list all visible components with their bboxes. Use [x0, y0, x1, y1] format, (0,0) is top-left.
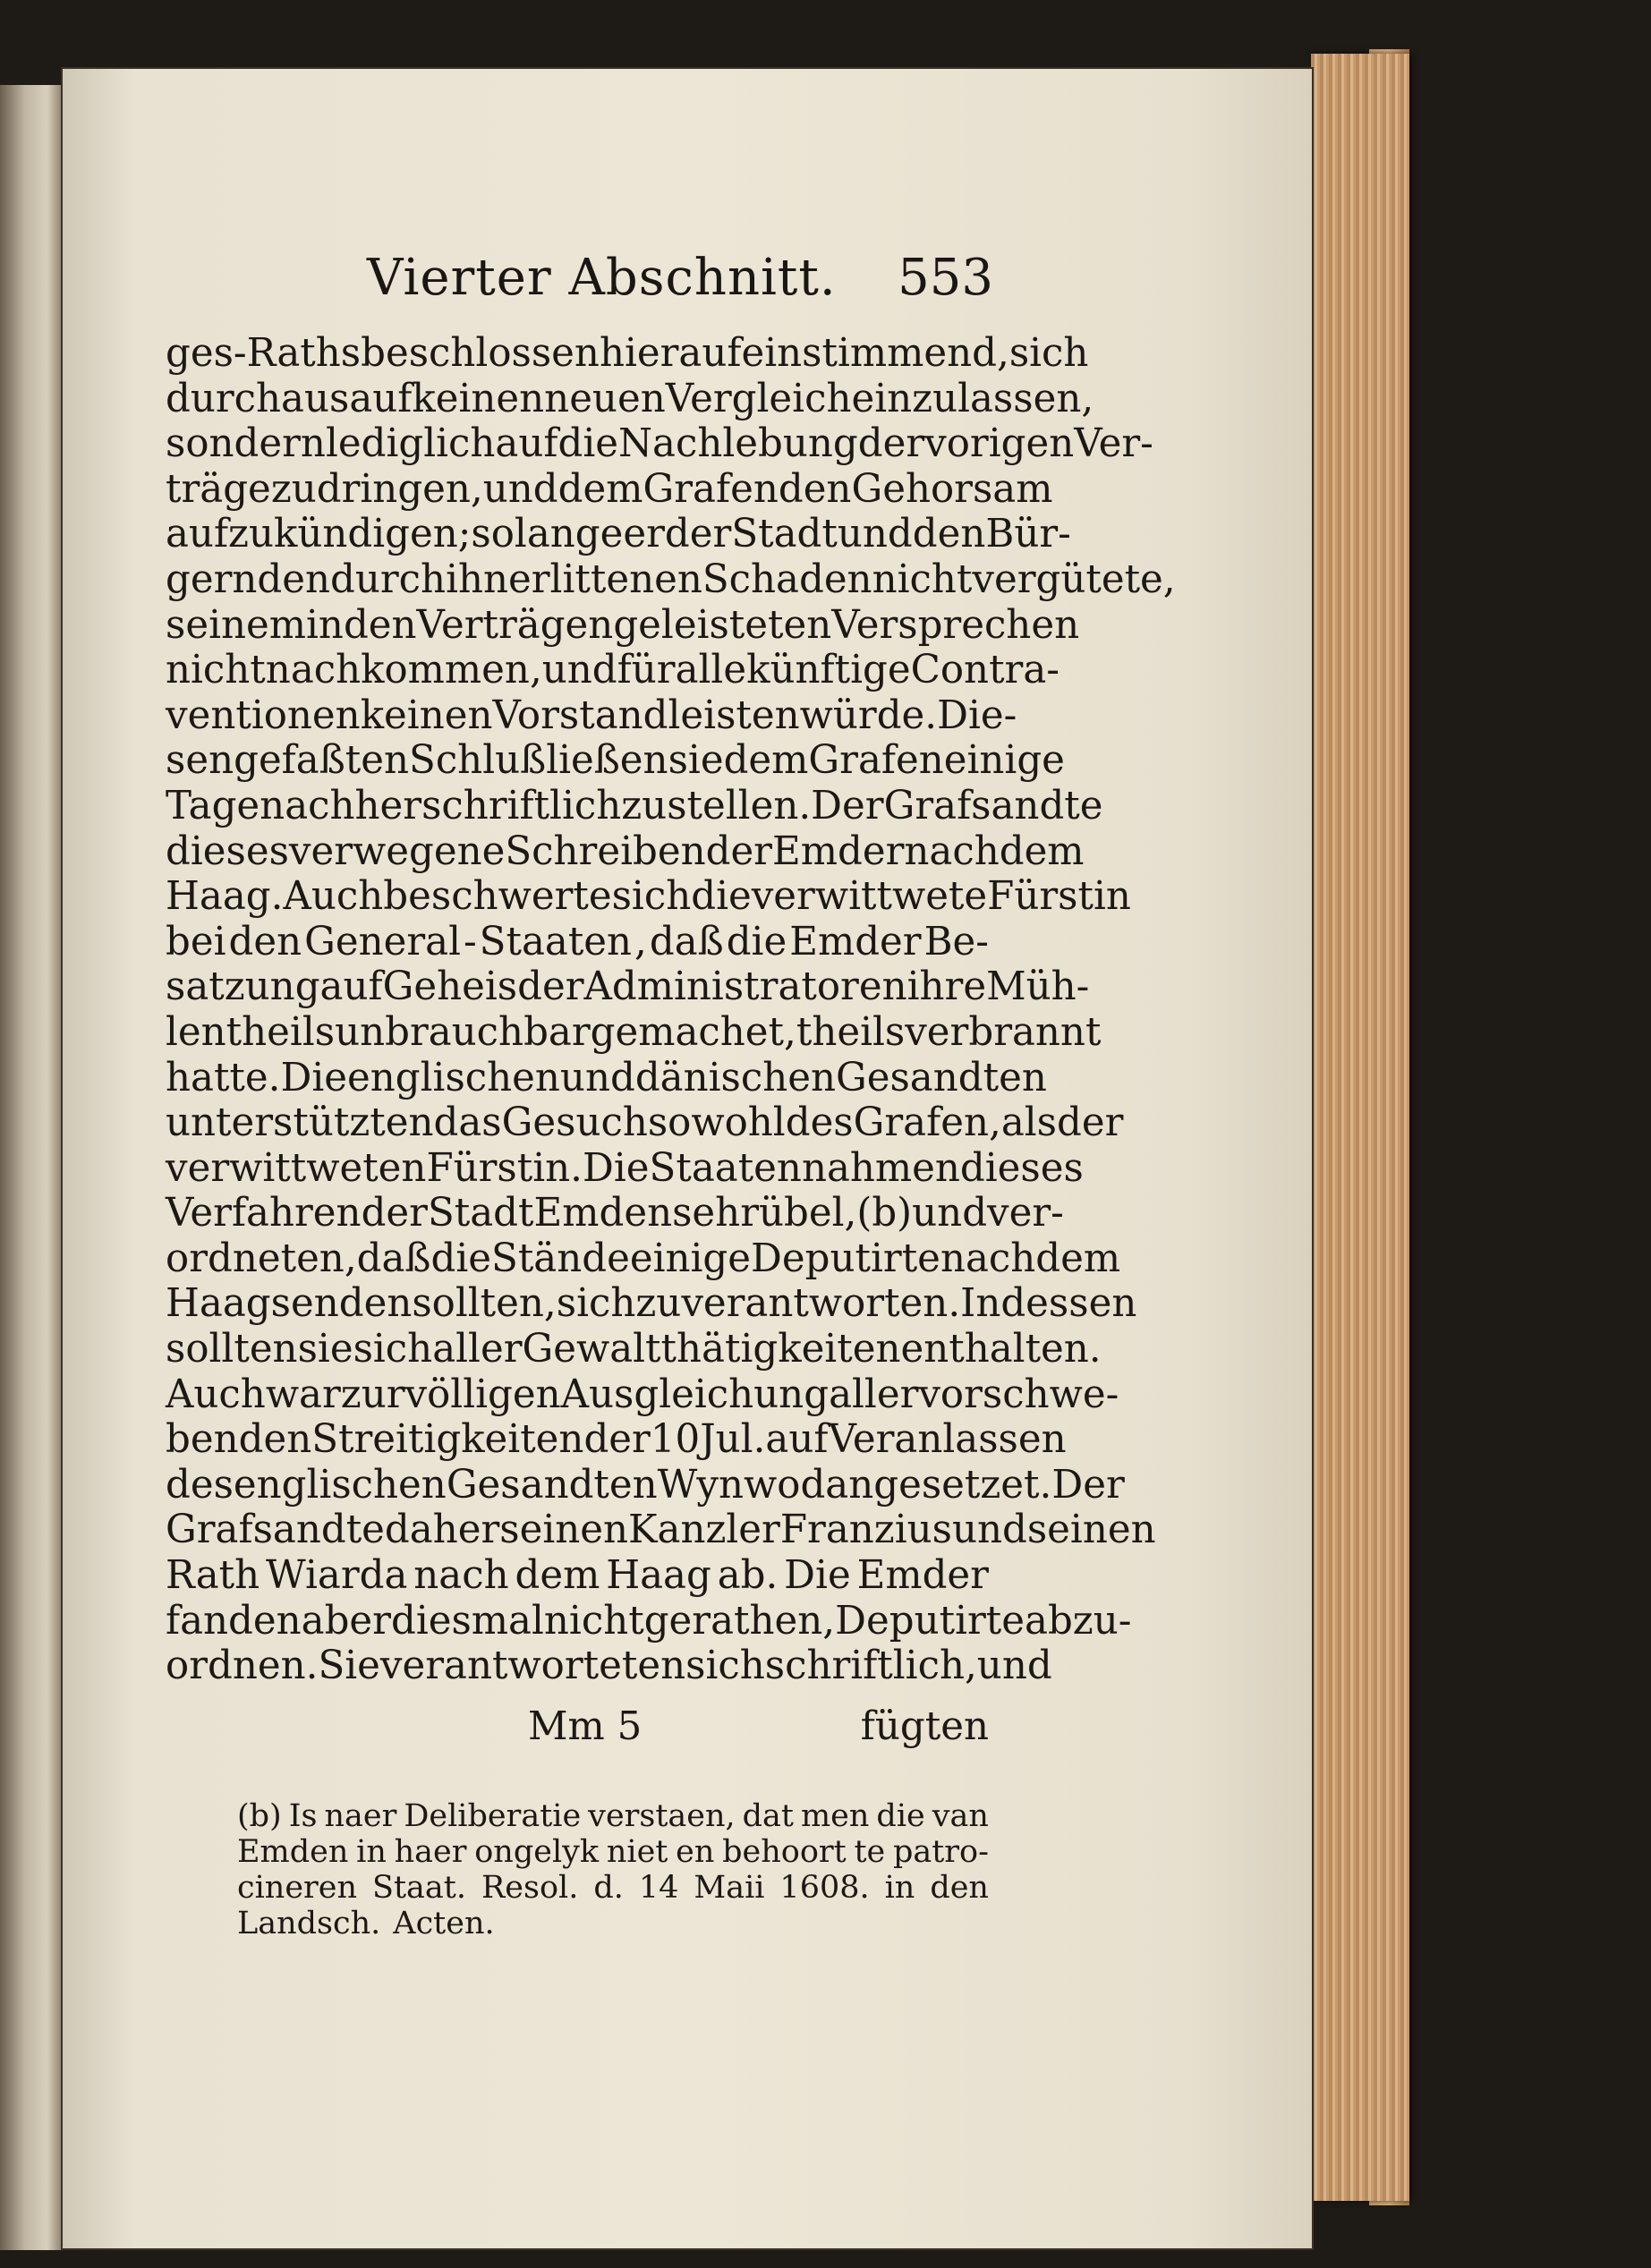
word: und: [951, 1508, 1027, 1553]
word: der: [1056, 1100, 1124, 1146]
text-line: [166, 1644, 1052, 1689]
word: ordnen.: [166, 1644, 319, 1689]
word: nach: [904, 828, 1000, 874]
text-line: [166, 1508, 1156, 1553]
word: Streitigkeiten: [311, 1417, 584, 1463]
word: daß: [649, 919, 724, 964]
word: niet: [606, 1834, 668, 1870]
word: theils: [796, 1009, 906, 1055]
word: Wiarda: [266, 1553, 408, 1599]
word: Emder: [856, 1553, 989, 1599]
word: Administratoren: [583, 964, 907, 1010]
word: sich: [611, 874, 692, 920]
word: nach: [940, 1236, 1036, 1281]
running-header: [367, 249, 993, 320]
word: Emden: [533, 1191, 673, 1236]
word: Haag.: [166, 874, 284, 920]
word: des: [166, 1462, 234, 1508]
text-line: [166, 376, 1094, 422]
word: verwittweten: [166, 1145, 427, 1191]
word: vorigen: [924, 421, 1075, 467]
word: sie: [297, 1327, 353, 1372]
text-line: [166, 1553, 989, 1599]
word: Die-: [937, 692, 1017, 738]
word: und: [482, 466, 558, 512]
word: aller: [829, 1372, 919, 1417]
word: den: [930, 1870, 989, 1906]
word: den: [343, 602, 417, 648]
text-line: [166, 920, 989, 965]
word: sondern: [166, 421, 326, 467]
word: schriftlich: [764, 1644, 965, 1689]
word: der: [705, 828, 772, 874]
word: ihre: [906, 964, 987, 1010]
text-line: [166, 783, 1103, 829]
word: patro-: [892, 1834, 989, 1870]
word: Schaden: [702, 556, 872, 602]
word: Auch: [283, 874, 384, 920]
word: der: [583, 1417, 651, 1463]
word: daß: [356, 1236, 431, 1281]
word: Is: [288, 1798, 318, 1834]
signature-mark: Mm 5: [528, 1704, 643, 1749]
text-line: [166, 648, 1060, 693]
word: Grafen: [643, 466, 779, 512]
word: Auch: [166, 1372, 266, 1417]
text-line: [166, 964, 1090, 1010]
text-line: [237, 1906, 989, 1941]
word: den: [257, 556, 331, 602]
page-number: 553: [898, 249, 993, 307]
word: Verträgen: [416, 602, 614, 648]
text-line: [166, 512, 1071, 557]
word: die: [726, 919, 787, 964]
word: Resol.: [481, 1870, 579, 1906]
text-line: [166, 1100, 1124, 1146]
text-line: [166, 331, 1089, 377]
word: (b): [237, 1798, 282, 1834]
word: ließen: [546, 738, 668, 784]
word: künftige: [746, 648, 911, 693]
word: Die: [280, 1055, 348, 1100]
word: dat: [742, 1798, 794, 1834]
word: dem: [557, 466, 643, 512]
word: senden: [270, 1281, 413, 1327]
word: nachkommen: [265, 648, 530, 693]
word: Haag: [166, 1281, 271, 1327]
text-line: [166, 1327, 1102, 1372]
word: dem: [1035, 1236, 1121, 1281]
word: und: [541, 648, 617, 693]
word: der: [857, 421, 925, 467]
word: Graf: [166, 1508, 253, 1553]
word: enthalten.: [900, 1327, 1102, 1372]
word: und: [837, 512, 913, 557]
word: (b): [856, 1191, 913, 1236]
text-line: [166, 602, 1080, 649]
word: gern: [166, 556, 258, 602]
word: sich: [685, 1644, 765, 1689]
word: verwittwete: [751, 874, 988, 920]
text-line: [166, 1145, 1084, 1192]
word: dieses: [959, 1145, 1084, 1191]
word: unbrauchbar: [335, 1009, 591, 1055]
text-line: [166, 1009, 1102, 1056]
word: sich: [556, 1281, 636, 1327]
word: träge: [166, 466, 271, 512]
word: vorschwe-: [918, 1372, 1119, 1417]
text-line: [166, 421, 1153, 467]
word: sollten,: [412, 1281, 557, 1327]
word: daher: [384, 1508, 500, 1553]
word: die: [430, 1236, 492, 1281]
word: völligen: [404, 1372, 561, 1417]
word: Staaten: [649, 1145, 802, 1191]
word: er: [623, 512, 665, 557]
word: Deliberatie: [404, 1798, 582, 1834]
word: erlittenen: [508, 556, 702, 602]
word: sich: [1008, 331, 1089, 376]
text-line: [237, 1834, 989, 1870]
word: Staat.: [372, 1870, 466, 1906]
word: gefaßten: [234, 738, 410, 784]
word: nach: [413, 1553, 509, 1599]
word: verwegene: [288, 828, 506, 874]
word: ,: [529, 648, 542, 693]
word: nicht: [166, 648, 266, 693]
text-line: [237, 1870, 989, 1906]
word: abzu-: [1025, 1598, 1132, 1644]
word: Kanzler: [628, 1508, 780, 1553]
word: theils: [226, 1009, 336, 1055]
word: Graf: [883, 783, 972, 828]
word: Emder: [789, 919, 922, 964]
word: sen: [166, 738, 234, 784]
word: geleisteten: [613, 602, 832, 648]
word: der: [664, 512, 732, 557]
word: beschwerte: [383, 874, 612, 920]
word: des: [785, 1100, 854, 1146]
word: d.: [593, 1870, 624, 1906]
word: sehr: [672, 1191, 759, 1236]
word: einzulassen,: [851, 376, 1094, 421]
word: Ausgleichung: [560, 1372, 830, 1417]
word: für: [617, 648, 676, 693]
word: seinen: [1026, 1508, 1156, 1553]
word: Gesandten: [446, 1462, 658, 1508]
word: bei: [166, 919, 226, 964]
word: war: [265, 1372, 341, 1417]
word: Acten.: [393, 1906, 495, 1941]
word: Versprechen: [831, 602, 1080, 648]
word: zu: [635, 1281, 682, 1327]
word: dem: [999, 828, 1085, 874]
word: keinen: [412, 376, 545, 421]
text-line: [166, 1598, 1132, 1644]
word: ,: [988, 1100, 1001, 1146]
word: Grafen: [853, 1100, 989, 1146]
word: nachher: [260, 783, 422, 828]
word: englischen: [347, 1055, 560, 1100]
word: Gewaltthätigkeiten: [522, 1327, 901, 1372]
word: in: [884, 1870, 915, 1906]
catchword: fügten: [860, 1704, 989, 1749]
word: Deputirte: [751, 1236, 940, 1281]
word: Wynwod: [657, 1462, 826, 1508]
word: -: [463, 919, 477, 964]
word: zu: [270, 466, 317, 512]
word: sandte: [971, 783, 1103, 828]
word: verstaen,: [588, 1798, 736, 1834]
word: durchaus: [166, 376, 350, 421]
word: Emder: [771, 828, 905, 874]
word: Fürstin: [987, 874, 1131, 920]
page-footer: [166, 1704, 989, 1758]
word: verbrannt: [905, 1009, 1102, 1055]
word: lange: [514, 512, 624, 557]
adjacent-page-edge: [0, 85, 63, 2250]
word: in: [306, 602, 344, 648]
word: beschlossen: [361, 331, 600, 376]
body-text: [166, 331, 1176, 1689]
word: Der: [1051, 1462, 1125, 1508]
word: den: [228, 919, 302, 964]
word: zustellen.: [621, 783, 812, 828]
word: 14: [638, 1870, 679, 1906]
word: te: [854, 1834, 886, 1870]
word: Ver-: [1074, 421, 1153, 467]
word: sie: [668, 738, 724, 784]
word: aber: [301, 1598, 391, 1644]
word: ,: [822, 1598, 836, 1644]
text-line: [166, 1462, 1125, 1508]
word: Contra-: [910, 648, 1060, 693]
word: ges: [166, 331, 234, 376]
word: seinem: [166, 602, 306, 648]
word: Geheis: [382, 964, 518, 1010]
word: Haag: [606, 1553, 711, 1599]
word: Maii: [694, 1870, 765, 1906]
word: Tage: [166, 783, 260, 828]
word: hatte.: [166, 1055, 281, 1100]
word: 10: [650, 1417, 701, 1463]
word: nicht: [872, 556, 973, 602]
text-line: [166, 1191, 1064, 1236]
word: einstimmend: [741, 331, 997, 376]
text-line: [166, 874, 1131, 920]
word: Nachlebung: [617, 421, 858, 467]
word: satzung: [166, 964, 320, 1010]
word: nicht: [543, 1598, 644, 1644]
word: Bür-: [985, 512, 1071, 557]
text-line: [166, 1281, 1137, 1327]
word: benden: [166, 1417, 312, 1463]
word: Deputirte: [835, 1598, 1025, 1644]
word: Indessen: [960, 1281, 1137, 1327]
word: der: [517, 964, 584, 1010]
text-line: [166, 692, 1017, 739]
text-line: [166, 1417, 1067, 1463]
word: Be-: [923, 919, 989, 964]
word: Verfahren: [166, 1191, 362, 1236]
word: hierauf: [599, 331, 742, 376]
word: in: [356, 1834, 387, 1870]
word: und: [912, 1191, 988, 1236]
word: Franzius: [779, 1508, 952, 1553]
word: Staaten: [479, 919, 633, 964]
word: sich: [353, 1327, 433, 1372]
word: ver-: [987, 1191, 1064, 1236]
word: keinen: [360, 692, 493, 738]
word: ordneten,: [166, 1236, 357, 1281]
word: Veranlassen: [828, 1417, 1067, 1463]
word: so: [471, 512, 515, 557]
word: vergütete,: [972, 556, 1176, 602]
word: auf: [319, 964, 383, 1010]
word: Rath: [166, 1553, 260, 1599]
text-line: [166, 466, 1053, 513]
word: unterstützten: [166, 1100, 434, 1146]
word: dem: [515, 1553, 600, 1599]
word: aufzukündigen;: [166, 512, 472, 557]
word: verantworten.: [681, 1281, 961, 1327]
word: neuen: [544, 376, 666, 421]
word: Stadt: [427, 1191, 534, 1236]
word: van: [932, 1798, 989, 1834]
word: dänischen: [634, 1055, 836, 1100]
word: die: [691, 874, 752, 920]
word: sollten: [166, 1327, 298, 1372]
word: en: [676, 1834, 715, 1870]
word: übel: [759, 1191, 845, 1236]
footnote: [237, 1798, 989, 1941]
word: Sie: [318, 1644, 380, 1689]
word: ab.: [717, 1553, 779, 1599]
word: haer: [394, 1834, 467, 1870]
word: men: [800, 1798, 870, 1834]
word: nahmen: [801, 1145, 960, 1191]
word: behoort: [722, 1834, 847, 1870]
word: aller: [432, 1327, 523, 1372]
text-line: [166, 828, 1085, 875]
word: auf: [495, 421, 558, 467]
word: Die: [784, 1553, 851, 1599]
word: ,: [964, 1644, 977, 1689]
word: ,: [996, 331, 1009, 376]
word: General: [304, 919, 461, 964]
word: durch: [330, 556, 447, 602]
word: und: [976, 1644, 1052, 1689]
word: Gehorsam: [851, 466, 1053, 512]
word: Vergleich: [665, 376, 852, 421]
word: Fürstin.: [426, 1145, 583, 1191]
word: verantworteten: [379, 1644, 686, 1689]
word: als: [1000, 1100, 1057, 1146]
word: die: [557, 421, 618, 467]
word: cineren: [237, 1870, 358, 1906]
word: englischen: [233, 1462, 447, 1508]
word: auf: [765, 1417, 829, 1463]
word: gemachet,: [590, 1009, 796, 1055]
chapter-title: Vierter Abschnitt.: [367, 249, 837, 307]
word: alle: [675, 648, 747, 693]
text-line: [166, 1236, 1121, 1282]
word: leisten: [668, 692, 800, 738]
word: sandte: [252, 1508, 385, 1553]
word: Grafen: [808, 738, 944, 784]
word: Jul.: [700, 1417, 766, 1463]
text-line: [166, 738, 1065, 784]
word: Raths: [246, 331, 362, 376]
word: Müh-: [986, 964, 1090, 1010]
word: ongelyk: [474, 1834, 600, 1870]
word: -: [233, 331, 247, 376]
word: angesetzet.: [825, 1462, 1052, 1508]
page-block-edge: [1311, 54, 1409, 2201]
word: Landsch.: [237, 1906, 381, 1941]
word: dieses: [166, 828, 289, 874]
word: den: [778, 466, 852, 512]
word: schriftlich: [421, 783, 622, 828]
word: Schreiben: [505, 828, 706, 874]
word: einige: [629, 1236, 752, 1281]
word: naer: [324, 1798, 397, 1834]
word: Gesuch: [501, 1100, 648, 1146]
word: diesmal: [390, 1598, 544, 1644]
word: ihn: [446, 556, 509, 602]
word: zur: [340, 1372, 405, 1417]
word: ,: [844, 1191, 857, 1236]
word: gerathen: [643, 1598, 823, 1644]
word: würde.: [799, 692, 938, 738]
word: lediglich: [325, 421, 496, 467]
word: Schluß: [409, 738, 547, 784]
word: Stadt: [731, 512, 838, 557]
text-line: [166, 1055, 1047, 1101]
text-line: [166, 1372, 1119, 1418]
word: dem: [723, 738, 809, 784]
word: der: [361, 1191, 428, 1236]
text-line: [166, 556, 1176, 603]
word: 1608.: [779, 1870, 870, 1906]
word: Der: [811, 783, 884, 828]
word: Vorstand: [492, 692, 668, 738]
word: das: [433, 1100, 502, 1146]
word: und: [559, 1055, 635, 1100]
word: Die: [583, 1145, 650, 1191]
word: ventionen: [166, 692, 361, 738]
text-line: [237, 1798, 989, 1834]
word: einige: [943, 738, 1065, 784]
word: len: [166, 1009, 226, 1055]
word: die: [876, 1798, 925, 1834]
word: fanden: [166, 1598, 302, 1644]
word: Emden: [237, 1834, 349, 1870]
word: ,: [634, 919, 647, 964]
word: dringen,: [316, 466, 483, 512]
word: sowohl: [647, 1100, 786, 1146]
word: Gesandten: [835, 1055, 1047, 1100]
word: Stände: [491, 1236, 630, 1281]
word: auf: [349, 376, 413, 421]
word: den: [912, 512, 986, 557]
word: seinen: [499, 1508, 629, 1553]
